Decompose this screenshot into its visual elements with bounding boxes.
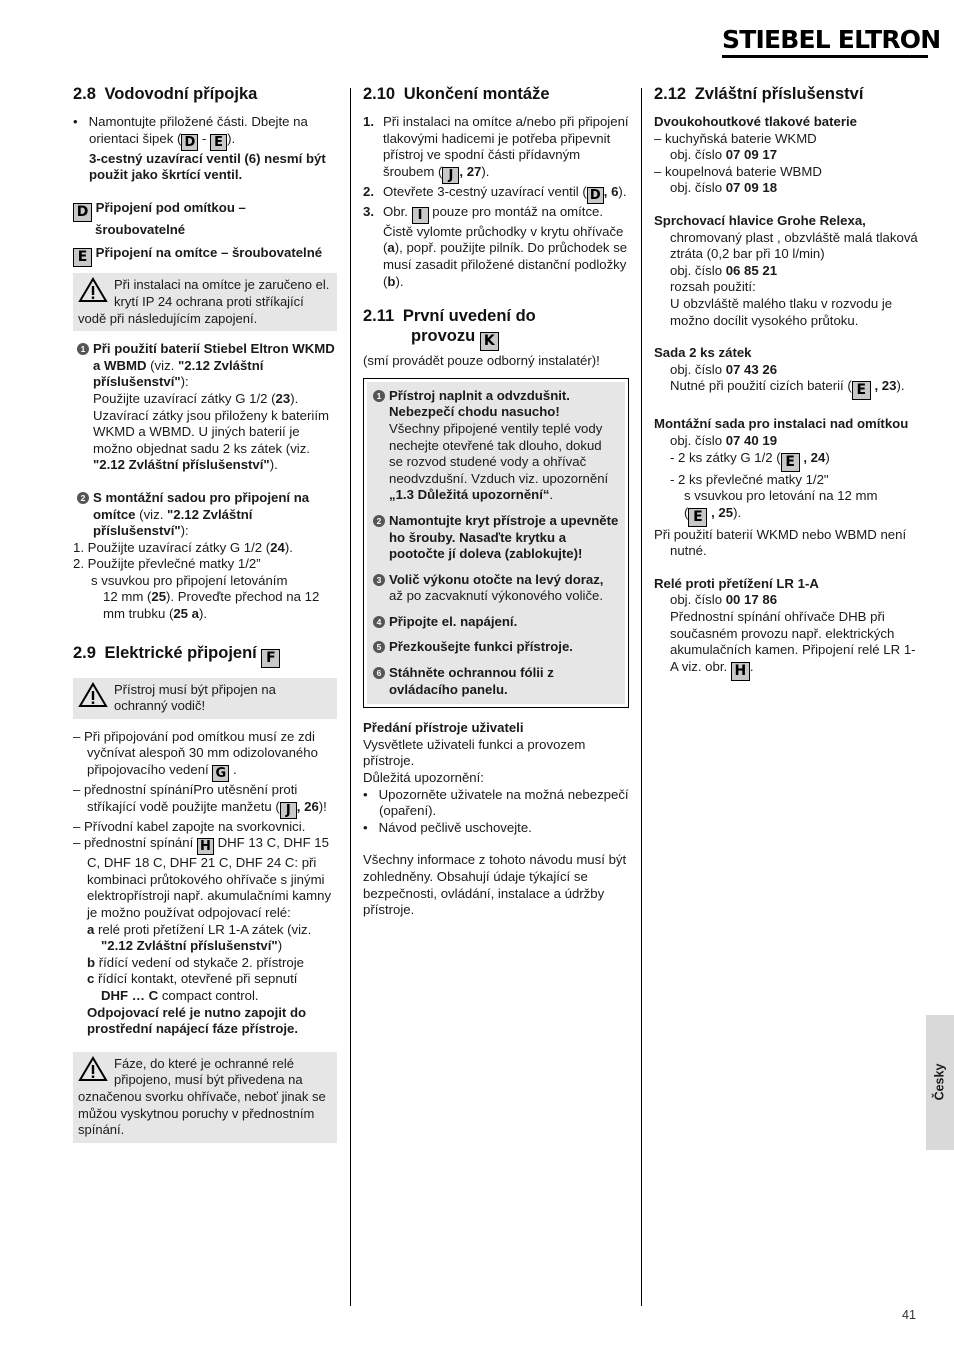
- list-item: 1. Použijte uzavírací zátky G 1/2 (24).: [73, 539, 293, 555]
- list-item: 1. Při instalaci na omítce a/nebo při připojení tlakovými hadicemi je potřeba připevnit přístroj ve spodní části přídavným šroubem ( J , 27).: [363, 114, 629, 183]
- warning-box: Fáze, do které je ochranné relé připojeno, musí být přivedena na označenou svorku ohřívače, neboť jinak se můžou vyskytnou poruchy v přednostním spínání.: [73, 1052, 337, 1143]
- step-4: 4 Připojte el. napájení.: [369, 614, 619, 631]
- figure-ref-box: E: [210, 134, 227, 151]
- step-6: 6 Stáhněte ochrannou fólii z ovládacího panelu.: [369, 665, 619, 698]
- page-number: 41: [902, 1308, 916, 1322]
- dash-item: – Při připojování pod omítkou musí ze zdi vyčnívat alespoň 30 mm odizolovaného připojovacího vedení G .: [73, 728, 318, 782]
- dash-item: – přednostní spínáníPro utěsnění proti stříkající vodě použijte manžetu ( J , 26)!: [73, 782, 327, 818]
- step-3: 3 Volič výkonu otočte na levý doraz, až po zacvaknutí výkonového voliče.: [369, 572, 619, 605]
- bullet-item: • Návod pečlivě uschovejte.: [363, 819, 532, 835]
- brand-logo: STIEBEL ELTRON: [722, 26, 928, 58]
- legend-item-e: E Připojení na omítce – šroubovatelné: [73, 245, 337, 267]
- section-heading-2-12: 2.12 Zvláštní příslušenství: [654, 85, 864, 103]
- step-2: 2 S montážní sadou pro připojení na omítce (viz. "2.12 Zvláštní příslušenství"):: [73, 490, 337, 540]
- step-2: 2 Namontujte kryt přístroje a upevněte ho šrouby. Nasaďte krytku a pootočte jí doleva (zablokujte)!: [369, 513, 619, 563]
- list-item: 2. Použijte převlečné matky 1/2”: [73, 556, 261, 572]
- step-5: 5 Přezkoušejte funkci přístroje.: [369, 639, 619, 656]
- section-heading-2-11: 2.11 První uvedení do provozu K: [363, 307, 536, 350]
- column-divider: [350, 88, 351, 1306]
- bullet-item: • Namontujte přiložené části. Dbejte na orientaci šipek ( D - E ). 3-cestný uzavírací ventil (6) nesmí být použit jako škrtící ventil.: [73, 114, 326, 183]
- list-item: 2. Otevřete 3-cestný uzavírací ventil ( D , 6).: [363, 183, 627, 203]
- warning-icon: [78, 682, 108, 708]
- legend-item-d: D Připojení pod omítkou – šroubovatelné: [73, 200, 337, 239]
- warning-icon: [78, 277, 108, 303]
- step-1: 1 Přístroj naplnit a odvzdušnit. Nebezpečí chodu nasucho! Všechny připojené ventily teplé vody nechejte otevřené tak dlouho, dokud se rozvod studené vody a ohřívač neodvzdušní. Vzduch viz. upozornění „1.3 Důležitá upozornění“.: [369, 388, 619, 504]
- final-note: Všechny informace z tohoto návodu musí být zohledněny. Obsahují údaje týkající se bezpečnosti, ovládání, instalace a údržby přístroje.: [363, 852, 627, 918]
- list-item: 3. Obr. I pouze pro montáž na omítce. Čistě vylomte průchodky v krytu ohřívače (a), popř. použijte pilník. Do průchodek se musí zasadit přiložené distanční podložky (b).: [363, 203, 628, 289]
- dash-item: – přednostní spínání H DHF 13 C, DHF 15 C, DHF 18 C, DHF 21 C, DHF 24 C: při kombinaci průtokového ohřívače s jinými elektropřístroji např. akumulačními kamny je možno používat odpojovací relé:: [73, 835, 332, 920]
- warning-icon: [78, 1056, 108, 1082]
- dash-item: – Přívodní kabel zapojte na svorkovnici.: [73, 818, 306, 834]
- section-heading-2-8: 2.8 Vodovodní přípojka: [73, 85, 258, 103]
- section-heading-2-10: 2.10 Ukončení montáže: [363, 85, 550, 103]
- language-tab: Česky: [926, 1015, 954, 1150]
- column-2: 2.10 Ukončení montáže 1. Při instalaci na omítce a/nebo při připojení tlakovými hadicemi je potřeba připevnit přístroj ve spodní části přídavným šroubem ( J , 27). 2. Otevřete 3-cestný uzavírací ventil ( D , 6). 3. Obr. I pouze pro montáž na omítce. Čistě vylomte průchodky v krytu ohřívače (a), popř. použijte pilník. Do průchodek se musí zasadit přiložené distanční podložky (b). 2.11 První uvedení do provozu K (smí provádět pouze odborný instalatér)! 1 Přístroj naplnit a odvzdušnit. Nebezpečí chodu nasucho! Všechny připojené ventily teplé vody nechejte otevřené tak dlouho, dokud se rozvod studené vody a ohřívač neodvzdušní. Vzduch viz. upozornění „1.3 Důležitá upozornění“. 2 Namontujte kryt přístroje a upevněte ho šrouby. Nasaďte krytku a pootočte jí doleva (zablokujte)! 3 Volič výkonu otočte na levý doraz, až po zacvaknutí výkonového voliče. 4 Připojte el. napájení. 5 Přezkoušejte funkci přístroje. 6 Stáhněte ochrannou fólii z ovládacího panelu. Předání přístroje uživateli Vysvětlete uživateli funkci a provozem přístroje. Důležitá upozornění: • Upozorněte uživatele na možná nebezpečí (opaření). • Návod pečlivě uschovejte. Všechny informace z tohoto návodu musí být zohledněny. Obsahují údaje týkající se bezpečnosti, ovládání, instalace a údržby přístroje.: [363, 85, 629, 918]
- bullet-item: • Upozorněte uživatele na možná nebezpečí (opaření).: [363, 786, 629, 819]
- figure-ref-box: D: [181, 134, 198, 151]
- column-3: 2.12 Zvláštní příslušenství Dvoukohoutkové tlakové baterie – kuchyňská baterie WKMD obj. číslo 07 09 17 – koupelnová baterie WBMD obj. číslo 07 09 18 Sprchovací hlavice Grohe Relexa, chromovaný plast , obzvláště malá tlaková ztráta (0,2 bar při 10 l/min) obj. číslo 06 85 21 rozsah použití: U obzvláště malého tlaku v rozvodu je možno docílit vysokého průtoku. Sada 2 ks zátek obj. číslo 07 43 26 Nutné při použití cizích baterií ( E , 23). Montážní sada pro instalaci nad omítkou obj. číslo 07 40 19 - 2 ks zátky G 1/2 ( E , 24) - 2 ks převlečné matky 1/2" s vsuvkou pro letování na 12 mm ( E , 25). Při použití baterií WKMD nebo WBMD není nutné. Relé proti přetížení LR 1-A obj. číslo 00 17 86 Přednostní spínání ohřívače DHB při současném provozu např. elektrických akumulačních kamen. Připojení relé LR 1-A viz. obr. H .: [654, 84, 922, 681]
- warning-box: Přístroj musí být připojen na ochranný vodič!: [73, 678, 337, 719]
- step-1: 1 Při použití baterií Stiebel Eltron WKMD a WBMD (viz. "2.12 Zvláštní příslušenství"): Použijte uzavírací zátky G 1/2 (23). Uzavírací zátky jsou přiloženy k bateriím WKMD a WBMD. U jiných baterií je možno objednat sadu 2 ks zátek (viz. "2.12 Zvláštní příslušenství").: [73, 341, 337, 474]
- handover-title: Předání přístroje uživateli: [363, 720, 524, 736]
- column-1: 2.8 Vodovodní přípojka • Namontujte přiložené části. Dbejte na orientaci šipek ( D - E ). 3-cestný uzavírací ventil (6) nesmí být použit jako škrtící ventil. D Připojení pod omítkou – šroubovatelné E Připojení na omítce – šroubovatelné Při instalaci na omítce je zaručeno el. krytí IP 24 ochrana proti stříkající vodě při následujícím zapojení. 1 Při použití baterií Stiebel Eltron WKMD a WBMD (viz. "2.12 Zvláštní příslušenství"): Použijte uzavírací zátky G 1/2 (23). Uzavírací zátky jsou přiloženy k bateriím WKMD a WBMD. U jiných baterií je možno objednat sadu 2 ks zátek (viz. "2.12 Zvláštní příslušenství"). 2 S montážní sadou pro připojení na omítce (viz. "2.12 Zvláštní příslušenství"): 1. Použijte uzavírací zátky G 1/2 (24). 2. Použijte převlečné matky 1/2” s vsuvkou pro připojení letováním 12 mm (25). Proveďte přechod na 12 mm trubku (25 a). 2.9 Elektrické připojení F Přístroj musí být připojen na ochranný vodič! – Při připojování pod omítkou musí ze zdi vyčnívat alespoň 30 mm odizolovaného připojovacího vedení G . – přednostní spínáníPro utěsnění proti stříkající vodě použijte manžetu ( J , 26)! – Přívodní kabel zapojte na svorkovnici. – přednostní spínání H DHF 13 C, DHF 15 C, DHF 18 C, DHF 21 C, DHF 24 C: při kombinaci průtokového ohřívače s jinými elektropřístroji např. akumulačními kamny je možno používat odpojovací relé: a relé proti přetížení LR 1-A zátek (viz. "2.12 Zvláštní příslušenství") b řídící vedení od stykače 2. přístroje c řídící kontakt, otevřené při sepnutí DHF … C compact control. Odpojovací relé je nutno zapojit do prostřední napájecí fáze přístroje. Fáze, do které je ochranné relé připojeno, musí být přivedena na označenou svorku ohřívače, neboť jinak se můžou vyskytnou poruchy v přednostním spínání.: [73, 84, 337, 1153]
- commissioning-steps-box: [363, 378, 629, 709]
- section-heading-2-9: 2.9 Elektrické připojení F: [73, 643, 337, 668]
- warning-box: Při instalaci na omítce je zaručeno el. krytí IP 24 ochrana proti stříkající vodě při následujícím zapojení.: [73, 273, 337, 331]
- column-divider: [641, 88, 642, 1306]
